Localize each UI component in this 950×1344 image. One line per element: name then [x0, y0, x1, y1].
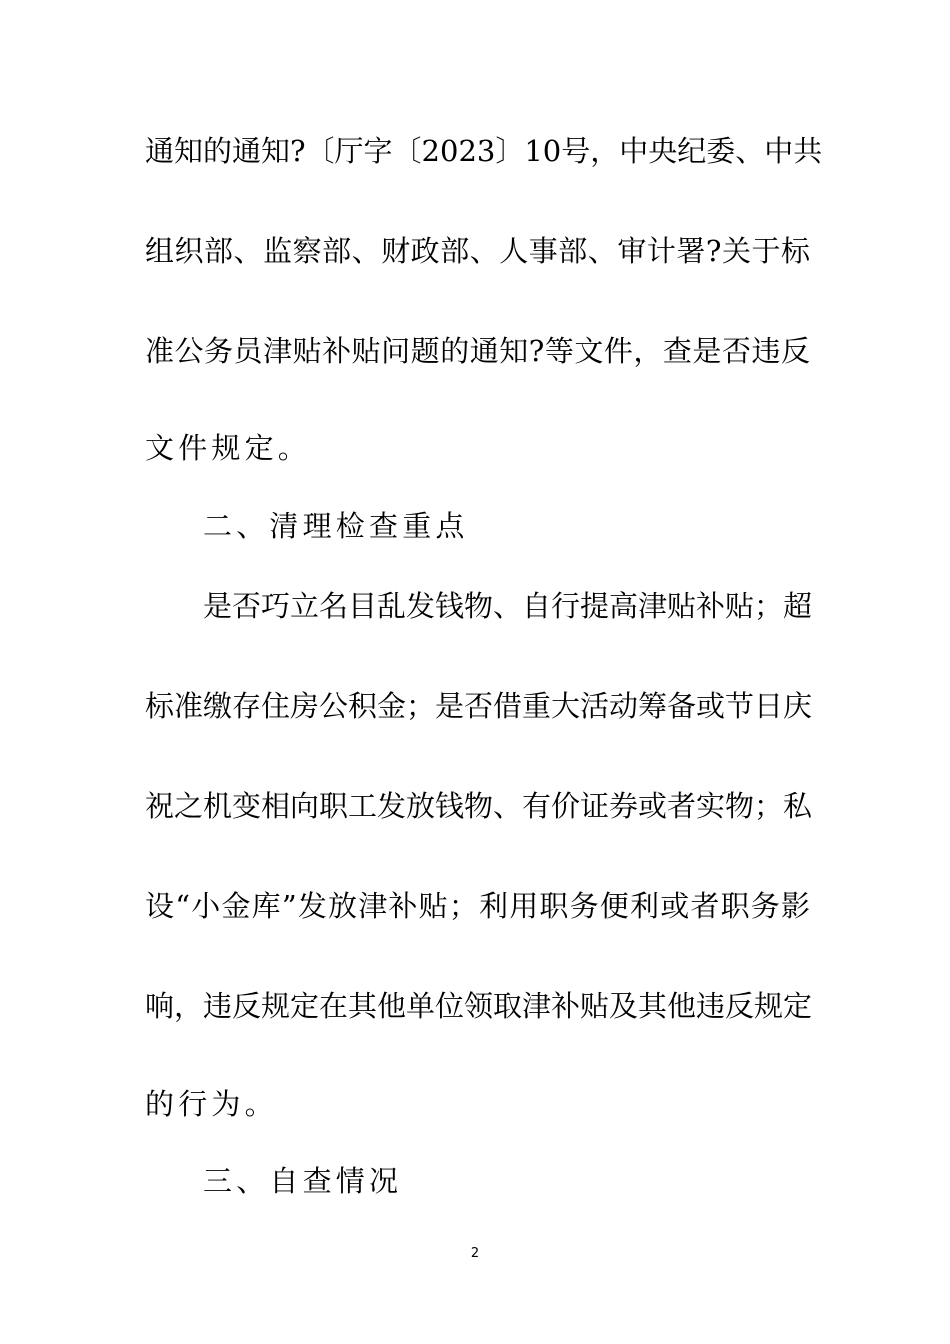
paragraph-line-9: 响，违反规定在其他单位领取津补贴及其他违反规定 — [145, 989, 813, 1023]
paragraph-line-1: 通知的通知?〔厅字〔2023〕10号，中央纪委、中共 — [145, 134, 823, 168]
paragraph-line-8: 设“小金库”发放津补贴；利用职务便利或者职务影 — [145, 889, 810, 923]
paragraph-line-7: 祝之机变相向职工发放钱物、有价证券或者实物；私 — [145, 789, 813, 823]
page-number: 2 — [470, 1246, 480, 1261]
section-heading-3: 三、自查情况 — [203, 1164, 403, 1198]
paragraph-line-5: 是否巧立名目乱发钱物、自行提高津贴补贴；超 — [203, 589, 813, 623]
paragraph-line-4: 文件规定。 — [145, 431, 312, 465]
paragraph-line-2: 组织部、监察部、财政部、人事部、审计署?关于标 — [145, 234, 810, 268]
paragraph-line-10: 的行为。 — [145, 1087, 278, 1121]
paragraph-line-6: 标准缴存住房公积金；是否借重大活动筹备或节日庆 — [145, 689, 813, 723]
section-heading-2: 二、清理检查重点 — [203, 509, 469, 543]
paragraph-line-3: 准公务员津贴补贴问题的通知?等文件，查是否违反 — [145, 334, 810, 368]
